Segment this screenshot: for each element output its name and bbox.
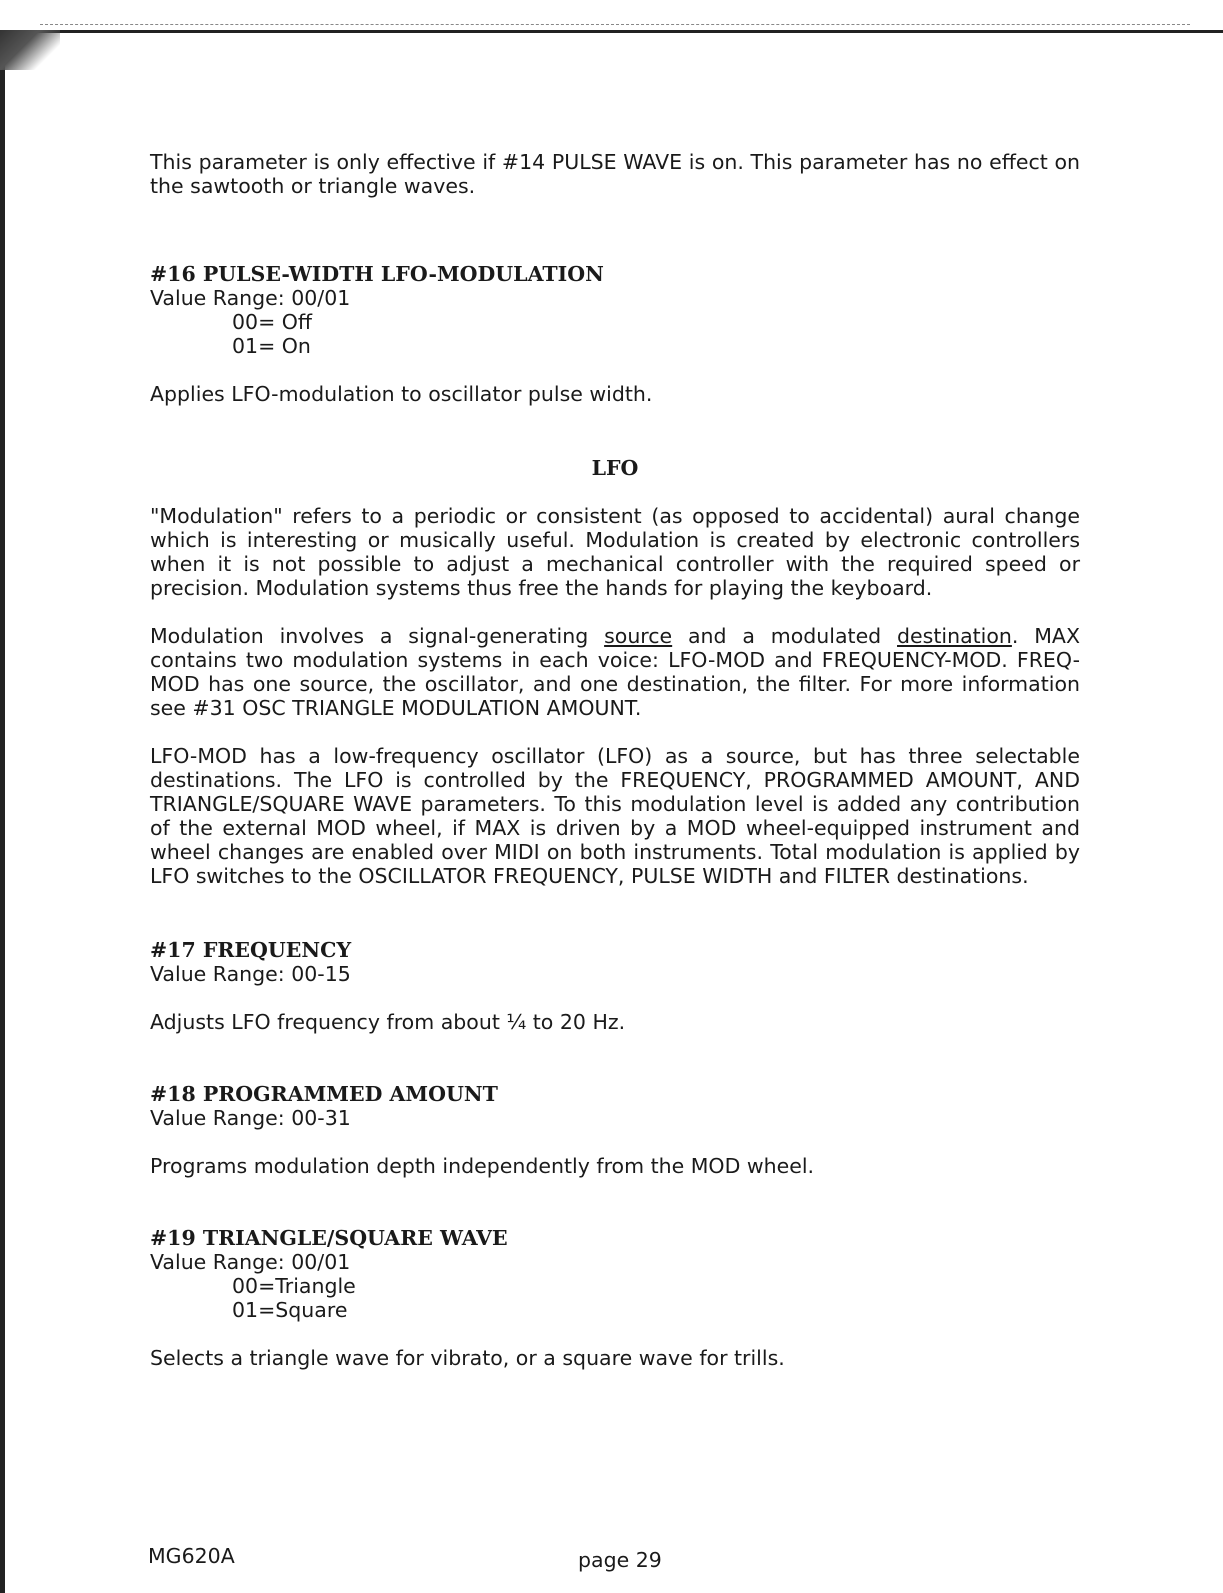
destination-term: destination (897, 624, 1012, 648)
param-16-title: #16 PULSE-WIDTH LFO-MODULATION (150, 262, 604, 286)
scan-edge-dots (40, 24, 1190, 25)
param-19-range: Value Range: 00/01 (150, 1250, 351, 1274)
scan-corner-mark (0, 30, 60, 70)
param-19-title: #19 TRIANGLE/SQUARE WAVE (150, 1226, 508, 1250)
param-18-description: Programs modulation depth independently from the MOD wheel. (150, 1154, 815, 1178)
document-id: MG620A (148, 1544, 235, 1568)
page-body (150, 150, 1080, 1370)
param-18-range: Value Range: 00-31 (150, 1106, 351, 1130)
lfo-paragraph-2 (150, 624, 1080, 720)
scan-edge-left (0, 30, 5, 1593)
lfo-p2-part-a: Modulation involves a signal-generating (150, 624, 605, 648)
param-16-option-on: 01= On (232, 334, 311, 358)
param-17-description: Adjusts LFO frequency from about ¼ to 20 Hz. (150, 1010, 626, 1034)
param-17-title: #17 FREQUENCY (150, 938, 352, 962)
param-16-range: Value Range: 00/01 (150, 286, 351, 310)
source-term: source (604, 624, 673, 648)
lfo-p2-part-c: . MAX contains two modulation systems in each voice: LFO-MOD and FREQUENCY-MOD. FREQ-MOD has one source, the oscillator, and one destination, the filter. For more information see #31 OSC TRIANGLE MODULATION AMOUNT. (150, 624, 1080, 720)
lfo-heading: LFO (591, 456, 639, 480)
param-16-option-off: 00= Off (232, 310, 313, 334)
lfo-paragraph-1: "Modulation" refers to a periodic or consistent (as opposed to accidental) aural change which is interesting or musically useful. Modulation is created by electronic controllers when it is not possible to adjust a mechanical controller with the required speed or precision. Modulation systems thus free the hands for playing the keyboard. (150, 504, 1080, 600)
param-19-option-square: 01=Square (232, 1298, 348, 1322)
lfo-paragraph-3: LFO-MOD has a low-frequency oscillator (LFO) as a source, but has three selectable destinations. The LFO is controlled by the FREQUENCY, PROGRAMMED AMOUNT, AND TRIANGLE/SQUARE WAVE parameters. To this modulation level is added any contribution of the external MOD wheel, if MAX is driven by a MOD wheel-equipped instrument and wheel changes are enabled over MIDI on both instruments. Total modulation is applied by LFO switches to the OSCILLATOR FREQUENCY, PULSE WIDTH and FILTER destinations. (150, 744, 1080, 888)
param-16-description: Applies LFO-modulation to oscillator pulse width. (150, 382, 653, 406)
param-19-option-triangle: 00=Triangle (232, 1274, 356, 1298)
intro-paragraph: This parameter is only effective if #14 PULSE WAVE is on. This parameter has no effect on the sawtooth or triangle waves. (150, 150, 1080, 198)
param-17-range: Value Range: 00-15 (150, 962, 351, 986)
lfo-p2-part-b: and a modulated (672, 624, 898, 648)
param-19-description: Selects a triangle wave for vibrato, or a square wave for trills. (150, 1346, 785, 1370)
scan-edge-top (0, 30, 1223, 33)
page-number: page 29 (578, 1548, 662, 1572)
param-18-title: #18 PROGRAMMED AMOUNT (150, 1082, 498, 1106)
